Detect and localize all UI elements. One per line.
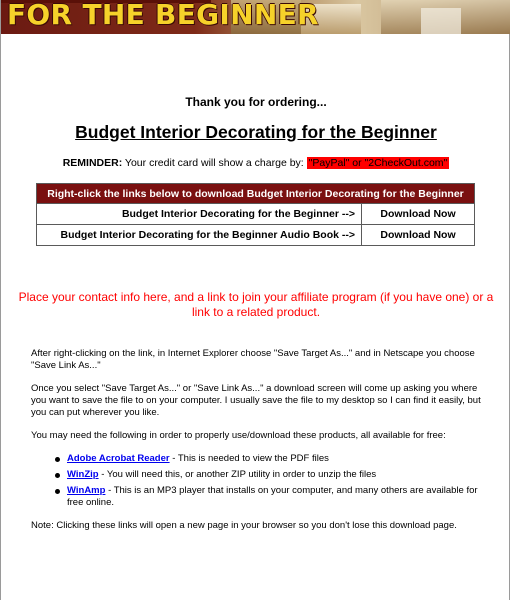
list-item xyxy=(53,453,483,465)
reminder-label: REMINDER: xyxy=(62,157,123,169)
download-table-header xyxy=(37,184,475,204)
bullet-icon xyxy=(55,489,60,494)
download-instructions xyxy=(31,348,483,543)
list-item xyxy=(53,485,483,509)
thank-you-heading: Thank you for ordering... xyxy=(185,95,327,109)
banner-title: FOR THE BEGINNER xyxy=(7,0,319,31)
banner-photo-part xyxy=(421,8,461,34)
tool-description: - You will need this, or another ZIP utility in order to unzip the files xyxy=(98,469,377,480)
download-item-name: Budget Interior Decorating for the Beginner --> xyxy=(37,204,362,225)
instruction-note: Note: Clicking these links will open a new page in your browser so you don't lose this download page. xyxy=(31,520,457,531)
winamp-link[interactable]: WinAmp xyxy=(67,485,106,496)
instruction-paragraph: After right-clicking on the link, in Internet Explorer choose "Save Target As..." and in Netscape you choose "Save Link As..." xyxy=(31,348,475,371)
header-banner xyxy=(1,0,510,34)
tools-list xyxy=(53,453,483,509)
instruction-paragraph: You may need the following in order to properly use/download these products, all available for free: xyxy=(31,430,446,441)
download-header-cell: Right-click the links below to download Budget Interior Decorating for the Beginner xyxy=(37,184,475,204)
reminder-text: Your credit card will show a charge by: xyxy=(122,157,307,169)
charge-highlight: "PayPal" or "2CheckOut.com" xyxy=(308,157,448,169)
download-table xyxy=(36,183,475,246)
bullet-icon xyxy=(55,457,60,462)
tool-description: - This is needed to view the PDF files xyxy=(169,453,329,464)
bullet-icon xyxy=(55,473,60,478)
download-now-link[interactable]: Download Now xyxy=(362,204,475,225)
reminder-line xyxy=(1,157,510,169)
product-title: Budget Interior Decorating for the Beginner xyxy=(75,122,437,142)
instruction-paragraph: Once you select "Save Target As..." or "Save Link As..." a download screen will come up asking you where you want to save the file to on your computer. I usually save the file to my desktop so I can find it easily, but you can put wherever you like. xyxy=(31,383,481,418)
list-item xyxy=(53,469,483,481)
download-now-link[interactable]: Download Now xyxy=(362,225,475,246)
winzip-link[interactable]: WinZip xyxy=(67,469,99,480)
affiliate-placeholder: Place your contact info here, and a link to join your affiliate program (if you have one) or a link to a related product. xyxy=(18,290,494,319)
download-item-name: Budget Interior Decorating for the Beginner Audio Book --> xyxy=(37,225,362,246)
download-row xyxy=(37,225,475,246)
download-row xyxy=(37,204,475,225)
adobe-reader-link[interactable]: Adobe Acrobat Reader xyxy=(67,453,170,464)
tool-description: - This is an MP3 player that installs on your computer, and many others are available for free online. xyxy=(67,485,478,508)
